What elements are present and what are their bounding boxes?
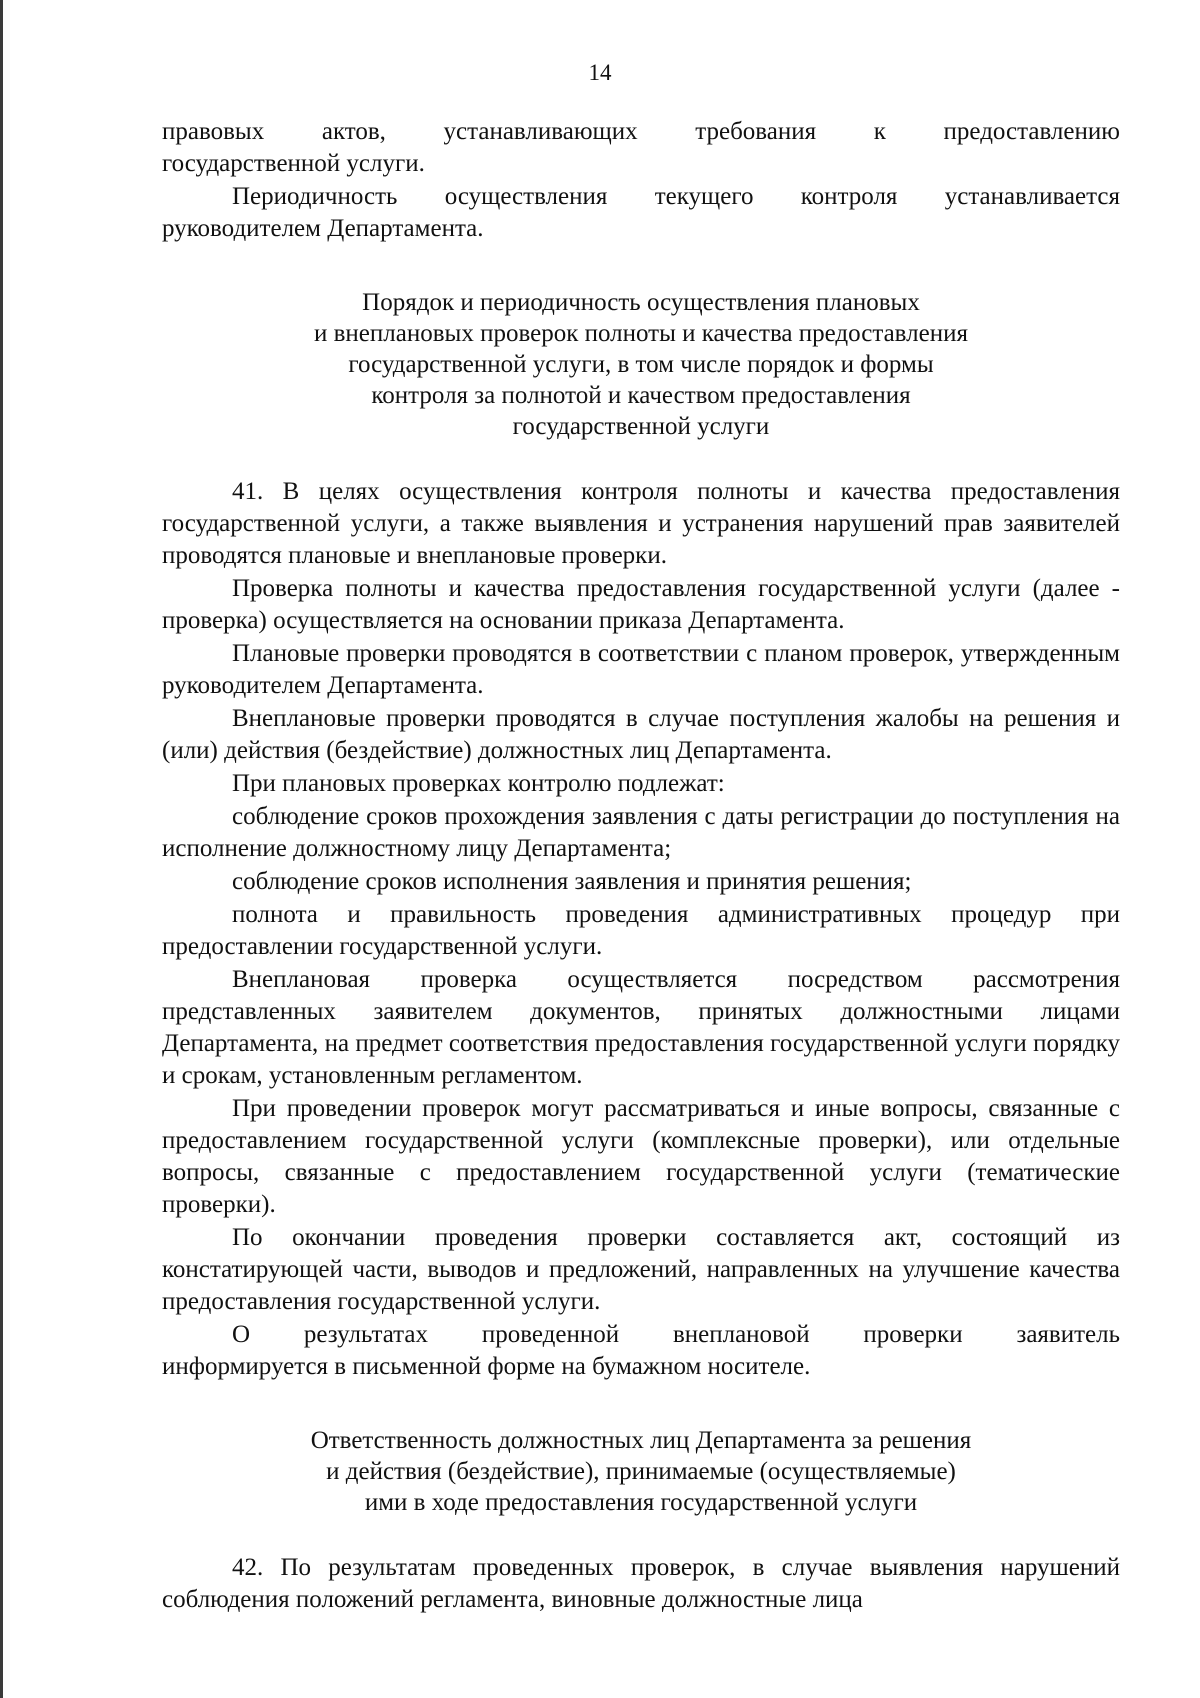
scan-edge [0, 0, 3, 1698]
heading-line: ими в ходе предоставления государственной услуги [364, 1489, 918, 1516]
paragraph: соблюдение сроков исполнения заявления и принятия решения; [232, 868, 912, 895]
paragraph [162, 181, 1120, 245]
word: заявитель [1016, 1321, 1120, 1348]
word: результатах [303, 1321, 428, 1348]
paragraph: полнота и правильность проведения административных процедур при предоставлении государственной услуги. [162, 901, 1120, 960]
heading-line: контроля за полнотой и качеством предоставления [371, 382, 911, 409]
paragraph-continuation: информируется в письменной форме на бумажном носителе. [162, 1353, 811, 1380]
word: контроля [800, 183, 898, 210]
heading-line: Порядок и периодичность осуществления плановых [362, 289, 920, 316]
paragraph: соблюдение сроков прохождения заявления с даты регистрации до поступления на исполнение должностному лицу Департамента; [162, 803, 1120, 862]
document-body [162, 116, 1120, 1617]
word: актов, [321, 118, 386, 145]
heading-line: государственной услуги, в том числе порядок и формы [348, 351, 934, 378]
paragraph: Плановые проверки проводятся в соответствии с планом проверок, утвержденным руководителем Департамента. [162, 640, 1120, 699]
word: предоставлению [943, 118, 1120, 145]
word: устанавливающих [443, 118, 638, 145]
paragraph-first-line [162, 116, 1120, 148]
word: текущего [654, 183, 754, 210]
heading-line: Ответственность должностных лиц Департамента за решения [310, 1427, 972, 1454]
paragraph: При проведении проверок могут рассматриваться и иные вопросы, связанные с предоставлением государственной услуги (комплексные проверки), или отдельные вопросы, связанные с предоставлением государственной услуги (тематические проверки). [162, 1095, 1120, 1218]
word: правовых [162, 118, 265, 145]
word: внеплановой [672, 1321, 810, 1348]
word: устанавливается [944, 183, 1120, 210]
word: Периодичность [232, 183, 398, 210]
paragraph: При плановых проверках контролю подлежат: [232, 770, 725, 797]
paragraph-continuation: руководителем Департамента. [162, 215, 484, 242]
page-number: 14 [588, 60, 612, 85]
word: требования [695, 118, 817, 145]
paragraph: Внеплановая проверка осуществляется посредством рассмотрения представленных заявителем документов, принятых должностными лицами Департамента, на предмет соответствия предоставления государственной услуги порядку и срокам, установленным регламентом. [162, 966, 1120, 1089]
paragraph: 41. В целях осуществления контроля полноты и качества предоставления государственной услуги, а также выявления и устранения нарушений прав заявителей проводятся плановые и внеплановые проверки. [162, 478, 1120, 569]
paragraph-first-line [162, 1319, 1120, 1351]
paragraph: Внеплановые проверки проводятся в случае поступления жалобы на решения и (или) действия (бездействие) должностных лиц Департамента. [162, 705, 1120, 764]
word: проведенной [481, 1321, 620, 1348]
paragraph-continuation: государственной услуги. [162, 150, 425, 177]
paragraph: Проверка полноты и качества предоставления государственной услуги (далее - проверка) осуществляется на основании приказа Департамента. [162, 575, 1120, 634]
paragraph: 42. По результатам проведенных проверок, в случае выявления нарушений соблюдения положений регламента, виновные должностные лица [162, 1554, 1120, 1613]
heading-line: и действия (бездействие), принимаемые (осуществляемые) [326, 1458, 956, 1485]
paragraph [162, 1319, 1120, 1383]
paragraph: По окончании проведения проверки составляется акт, состоящий из констатирующей части, выводов и предложений, направленных на улучшение качества предоставления государственной услуги. [162, 1224, 1120, 1315]
section-heading [182, 1425, 1100, 1518]
section-heading [182, 287, 1100, 442]
word: к [873, 118, 886, 145]
heading-line: и внеплановых проверок полноты и качества предоставления [313, 320, 968, 347]
heading-line: государственной услуги [512, 413, 770, 440]
paragraph-first-line [162, 181, 1120, 213]
word: осуществления [444, 183, 608, 210]
word: О [232, 1321, 251, 1348]
word: проверки [863, 1321, 963, 1348]
paragraph [162, 116, 1120, 180]
